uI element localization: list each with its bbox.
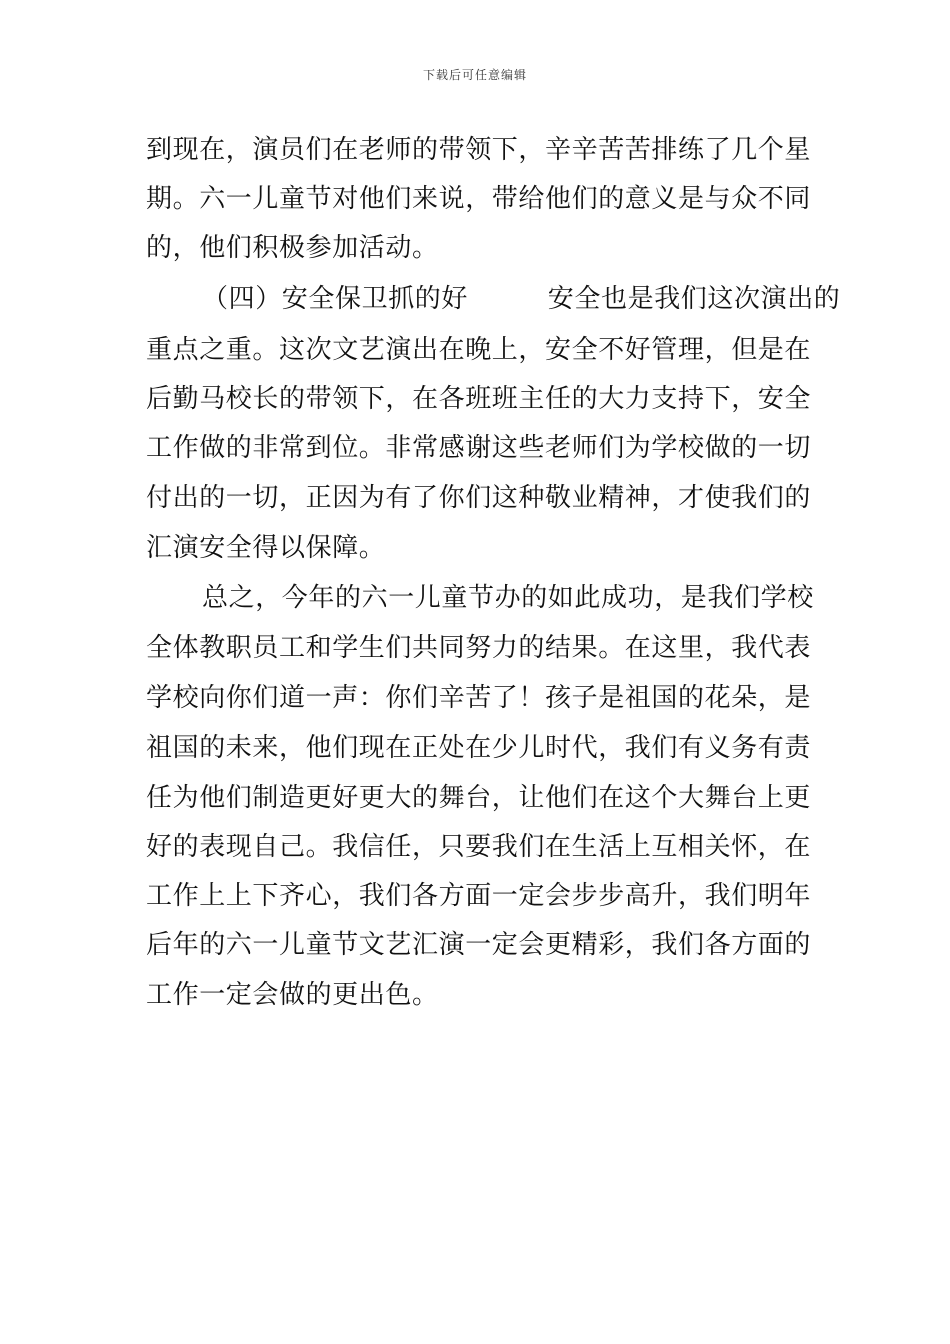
body-line: 学校向你们道一声：你们辛苦了！孩子是祖国的花朵，是: [146, 683, 812, 713]
body-line: 工作上上下齐心，我们各方面一定会步步高升，我们明年: [146, 881, 812, 911]
body-line: 付出的一切，正因为有了你们这种敬业精神，才使我们的: [146, 483, 812, 513]
section-heading-line: （四）安全保卫抓的好 安全也是我们这次演出的: [202, 284, 841, 314]
body-line: 后年的六一儿童节文艺汇演一定会更精彩，我们各方面的: [146, 930, 812, 960]
body-line: 好的表现自己。我信任，只要我们在生活上互相关怀，在: [146, 832, 812, 862]
body-line: 后勤马校长的带领下，在各班班主任的大力支持下，安全: [146, 384, 812, 414]
body-line: 工作一定会做的更出色。: [146, 980, 439, 1010]
paragraph-start-line: 总之，今年的六一儿童节办的如此成功，是我们学校: [202, 583, 814, 613]
body-line: 全体教职员工和学生们共同努力的结果。在这里，我代表: [146, 633, 812, 663]
body-line: 重点之重。这次文艺演出在晚上，安全不好管理，但是在: [146, 335, 812, 365]
page-header: 下载后可任意编辑: [422, 68, 527, 82]
body-line: 工作做的非常到位。非常感谢这些老师们为学校做的一切: [146, 433, 812, 463]
body-line: 的，他们积极参加活动。: [146, 233, 439, 263]
body-line: 祖国的未来，他们现在正处在少儿时代，我们有义务有责: [146, 733, 812, 763]
body-line: 汇演安全得以保障。: [146, 533, 386, 563]
body-line: 到现在，演员们在老师的带领下，辛辛苦苦排练了几个星: [146, 135, 812, 165]
body-line: 期。六一儿童节对他们来说，带给他们的意义是与众不同: [146, 184, 812, 214]
body-line: 任为他们制造更好更大的舞台，让他们在这个大舞台上更: [146, 783, 812, 813]
